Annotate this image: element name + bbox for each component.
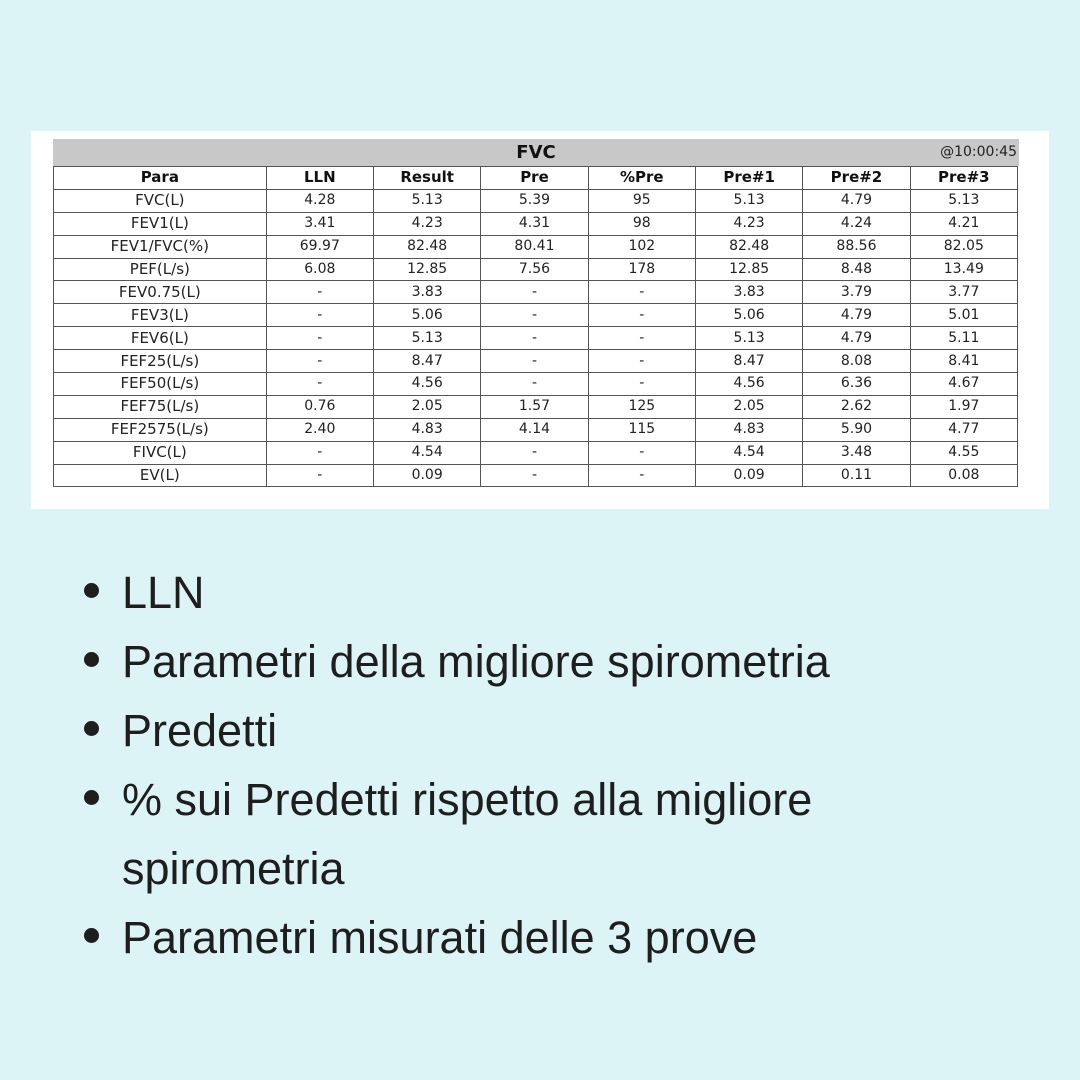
table-cell: 0.09 [373,464,480,487]
table-cell: 0.09 [695,464,802,487]
table-cell: 5.11 [910,327,1017,350]
table-cell: 125 [588,395,695,418]
table-cell: 4.77 [910,418,1017,441]
table-cell: - [266,327,373,350]
parameter-name: FEF25(L/s) [54,350,267,373]
table-row [54,464,1018,487]
bullet-text: Predetti [122,705,278,756]
bullet-item [82,765,1042,903]
parameter-name: EV(L) [54,464,267,487]
bullet-text: Parametri misurati delle 3 prove [122,912,758,963]
parameter-name: FVC(L) [54,189,267,212]
table-cell: 5.13 [695,327,802,350]
table-cell: 5.13 [373,327,480,350]
table-cell: 98 [588,212,695,235]
table-cell: 4.79 [803,304,910,327]
parameter-name: FEF75(L/s) [54,395,267,418]
table-cell: - [588,327,695,350]
table-cell: 1.57 [481,395,588,418]
table-row [54,441,1018,464]
table-cell: 4.83 [695,418,802,441]
table-cell: 6.36 [803,373,910,396]
table-cell: 13.49 [910,258,1017,281]
table-cell: 12.85 [373,258,480,281]
table-cell: - [588,464,695,487]
parameter-name: FEV3(L) [54,304,267,327]
bullet-text: LLN [122,567,205,618]
table-cell: 4.79 [803,327,910,350]
table-cell: 2.40 [266,418,373,441]
table-cell: 88.56 [803,235,910,258]
column-header: Pre#3 [910,167,1017,190]
column-header: %Pre [588,167,695,190]
table-cell: 115 [588,418,695,441]
parameter-name: PEF(L/s) [54,258,267,281]
table-cell: 1.97 [910,395,1017,418]
bullet-text: % sui Predetti rispetto alla migliore spirometria [122,774,813,894]
table-row [54,327,1018,350]
spirometry-table [53,166,1018,487]
column-header: Pre [481,167,588,190]
table-cell: 82.48 [373,235,480,258]
fvc-title: FVC [516,142,556,163]
table-cell: 3.83 [373,281,480,304]
table-row [54,235,1018,258]
table-row [54,281,1018,304]
bullet-item [82,696,1042,765]
bullet-dot-icon [84,928,99,943]
bullet-dot-icon [84,721,99,736]
column-header: LLN [266,167,373,190]
column-header: Para [54,167,267,190]
table-cell: 5.06 [373,304,480,327]
parameter-name: FEF50(L/s) [54,373,267,396]
table-cell: 4.54 [373,441,480,464]
table-cell: 4.79 [803,189,910,212]
bullet-dot-icon [84,652,99,667]
table-row [54,189,1018,212]
table-cell: 0.76 [266,395,373,418]
table-cell: 80.41 [481,235,588,258]
table-cell: 0.11 [803,464,910,487]
table-cell: 102 [588,235,695,258]
spirometry-table-card [31,131,1049,509]
table-cell: - [266,350,373,373]
table-cell: 5.13 [695,189,802,212]
table-cell: 69.97 [266,235,373,258]
bullet-dot-icon [84,583,99,598]
table-cell: - [266,464,373,487]
table-cell: 3.83 [695,281,802,304]
table-cell: 82.48 [695,235,802,258]
parameter-name: FEV1/FVC(%) [54,235,267,258]
table-cell: 8.47 [373,350,480,373]
table-cell: 4.24 [803,212,910,235]
table-row [54,395,1018,418]
table-cell: 2.05 [695,395,802,418]
table-cell: 8.41 [910,350,1017,373]
table-cell: - [588,441,695,464]
table-cell: 3.77 [910,281,1017,304]
table-cell: - [481,304,588,327]
column-header: Pre#2 [803,167,910,190]
table-cell: - [588,350,695,373]
parameter-name: FIVC(L) [54,441,267,464]
table-cell: 6.08 [266,258,373,281]
table-cell: - [266,304,373,327]
table-cell: 178 [588,258,695,281]
table-cell: 0.08 [910,464,1017,487]
fvc-header-bar [53,139,1019,166]
table-cell: 5.39 [481,189,588,212]
parameter-name: FEV1(L) [54,212,267,235]
parameter-name: FEV0.75(L) [54,281,267,304]
table-cell: 8.48 [803,258,910,281]
table-body [54,189,1018,487]
bullet-text: Parametri della migliore spirometria [122,636,830,687]
table-cell: - [481,327,588,350]
table-cell: 4.83 [373,418,480,441]
table-cell: 4.28 [266,189,373,212]
table-cell: - [481,350,588,373]
test-time: @10:00:45 [940,144,1017,160]
table-row [54,258,1018,281]
table-cell: - [481,281,588,304]
bullet-item [82,903,1042,972]
table-cell: 3.79 [803,281,910,304]
bullet-list [82,558,1042,972]
table-row [54,212,1018,235]
table-cell: 4.54 [695,441,802,464]
table-cell: 95 [588,189,695,212]
table-header-row [54,167,1018,190]
table-cell: - [266,441,373,464]
table-cell: - [266,373,373,396]
table-cell: 2.05 [373,395,480,418]
table-cell: - [481,441,588,464]
bullet-item [82,627,1042,696]
column-header: Pre#1 [695,167,802,190]
table-cell: 8.47 [695,350,802,373]
table-cell: 4.23 [695,212,802,235]
table-cell: 82.05 [910,235,1017,258]
table-cell: - [588,373,695,396]
column-header: Result [373,167,480,190]
parameter-name: FEF2575(L/s) [54,418,267,441]
table-cell: 4.14 [481,418,588,441]
table-cell: 4.21 [910,212,1017,235]
table-cell: 4.67 [910,373,1017,396]
table-cell: 5.90 [803,418,910,441]
table-cell: 4.23 [373,212,480,235]
table-cell: - [481,464,588,487]
table-cell: - [588,304,695,327]
table-cell: 5.01 [910,304,1017,327]
table-row [54,350,1018,373]
parameter-name: FEV6(L) [54,327,267,350]
table-cell: 8.08 [803,350,910,373]
table-cell: 5.06 [695,304,802,327]
table-cell: 5.13 [910,189,1017,212]
table-cell: 12.85 [695,258,802,281]
table-cell: 3.48 [803,441,910,464]
table-cell: 4.56 [373,373,480,396]
bullet-dot-icon [84,790,99,805]
table-row [54,304,1018,327]
table-cell: 4.55 [910,441,1017,464]
table-cell: 4.56 [695,373,802,396]
table-cell: 2.62 [803,395,910,418]
table-row [54,373,1018,396]
table-row [54,418,1018,441]
table-cell: - [481,373,588,396]
bullet-item [82,558,1042,627]
table-cell: - [266,281,373,304]
table-cell: 4.31 [481,212,588,235]
table-cell: 5.13 [373,189,480,212]
table-cell: - [588,281,695,304]
table-cell: 7.56 [481,258,588,281]
table-cell: 3.41 [266,212,373,235]
